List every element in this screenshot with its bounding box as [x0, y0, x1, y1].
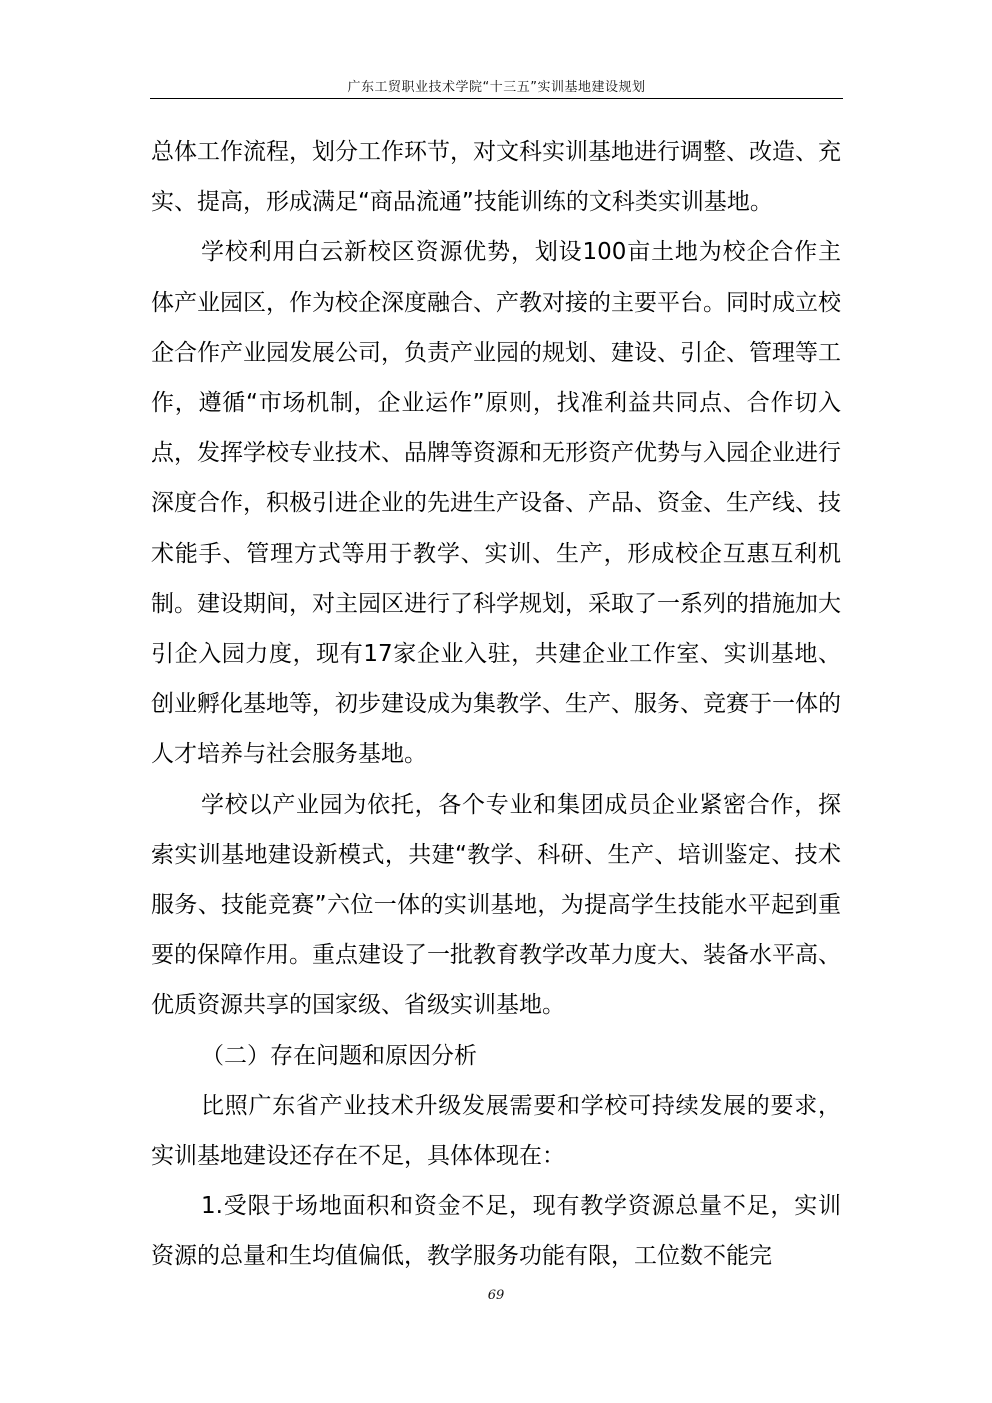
paragraph-training-base-model: 学校以产业园为依托，各个专业和集团成员企业紧密合作，探索实训基地建设新模式，共建“教学、科研、生产、培训鉴定、技术服务、技能竞赛”六位一体的实训基地，为提高学生技能水平起到重要的保障作用。重点建设了一批教育教学改革力度大、装备水平高、优质资源共享的国家级、省级实训基地。: [151, 791, 841, 1019]
paragraph-problems-intro: 比照广东省产业技术升级发展需要和学校可持续发展的要求，实训基地建设还存在不足，具体体现在：: [151, 1092, 841, 1170]
paragraph-problem-1: 1.受限于场地面积和资金不足，现有教学资源总量不足，实训资源的总量和生均值偏低，教学服务功能有限，工位数不能完: [151, 1193, 841, 1270]
document-body: [151, 127, 841, 1282]
section-heading: （二）存在问题和原因分析: [201, 1042, 477, 1069]
running-header: 广东工贸职业技术学院“十三五”实训基地建设规划: [347, 80, 646, 95]
paragraph-continuation: 总体工作流程，划分工作环节，对文科实训基地进行调整、改造、充实、提高，形成满足“商品流通”技能训练的文科类实训基地。: [151, 139, 841, 216]
paragraph-industrial-park: 学校利用白云新校区资源优势，划设100亩土地为校企合作主体产业园区，作为校企深度融合、产教对接的主要平台。同时成立校企合作产业园发展公司，负责产业园的规划、建设、引企、管理等工作，遵循“市场机制，企业运作”原则，找准利益共同点、合作切入点，发挥学校专业技术、品牌等资源和无形资产优势与入园企业进行深度合作，积极引进企业的先进生产设备、产品、资金、生产线、技术能手、管理方式等用于教学、实训、生产，形成校企互惠互利机制。建设期间，对主园区进行了科学规划，采取了一系列的措施加大引企入园力度，现有17家企业入驻，共建企业工作室、实训基地、创业孵化基地等，初步建设成为集教学、生产、服务、竞赛于一体的人才培养与社会服务基地。: [151, 239, 841, 768]
header-rule: [150, 98, 843, 99]
page-number: 69: [487, 1288, 505, 1303]
